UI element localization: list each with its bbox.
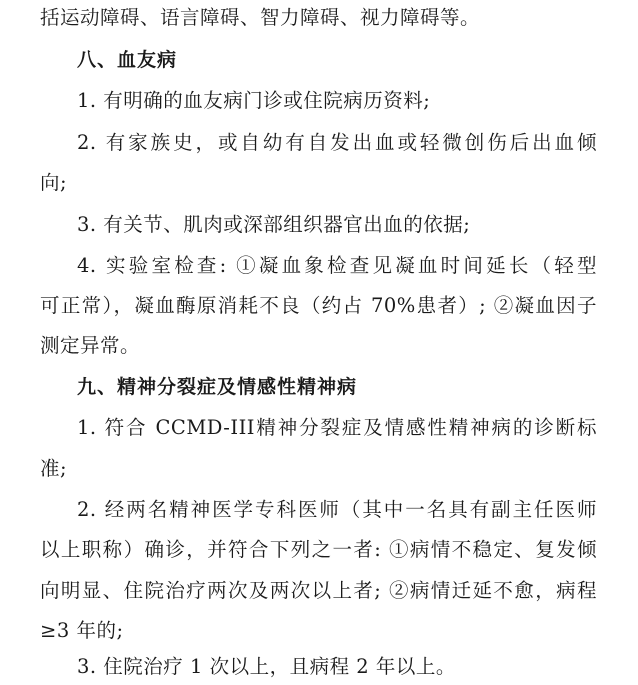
psychosis-item-1-line-2: 准; [40,457,68,480]
hemophilia-item-4-line-1: 4. 实验室检查: ①凝血象检查见凝血时间延长（轻型 [77,254,597,277]
text-line-intro-continuation: 括运动障碍、语言障碍、智力障碍、视力障碍等。 [40,6,481,29]
hemophilia-item-1: 1. 有明确的血友病门诊或住院病历资料; [77,89,431,112]
psychosis-item-1-line-1: 1. 符合 CCMD-III精神分裂症及情感性精神病的诊断标 [77,416,597,439]
hemophilia-item-3: 3. 有关节、肌肉或深部组织器官出血的依据; [77,213,471,236]
psychosis-item-2-line-3: 向明显、住院治疗两次及两次以上者; ②病情迁延不愈，病程 [40,579,597,602]
hemophilia-item-2-line-1: 2. 有家族史，或自幼有自发出血或轻微创伤后出血倾 [77,131,597,154]
section-heading-hemophilia: 八、血友病 [77,49,178,71]
hemophilia-item-2-line-2: 向; [40,171,68,194]
psychosis-item-2-line-2: 以上职称）确诊，并符合下列之一者: ①病情不稳定、复发倾 [40,538,597,561]
psychosis-item-2-line-1: 2. 经两名精神医学专科医师（其中一名具有副主任医师 [77,498,597,521]
psychosis-item-2-line-4: ≥3 年的; [40,619,124,642]
hemophilia-item-4-line-2: 可正常），凝血酶原消耗不良（约占 70%患者）; ②凝血因子 [40,294,597,317]
psychosis-item-3: 3. 住院治疗 1 次以上，且病程 2 年以上。 [77,655,456,678]
hemophilia-item-4-line-3: 测定异常。 [40,334,141,357]
section-heading-psychosis: 九、精神分裂症及情感性精神病 [77,376,358,398]
